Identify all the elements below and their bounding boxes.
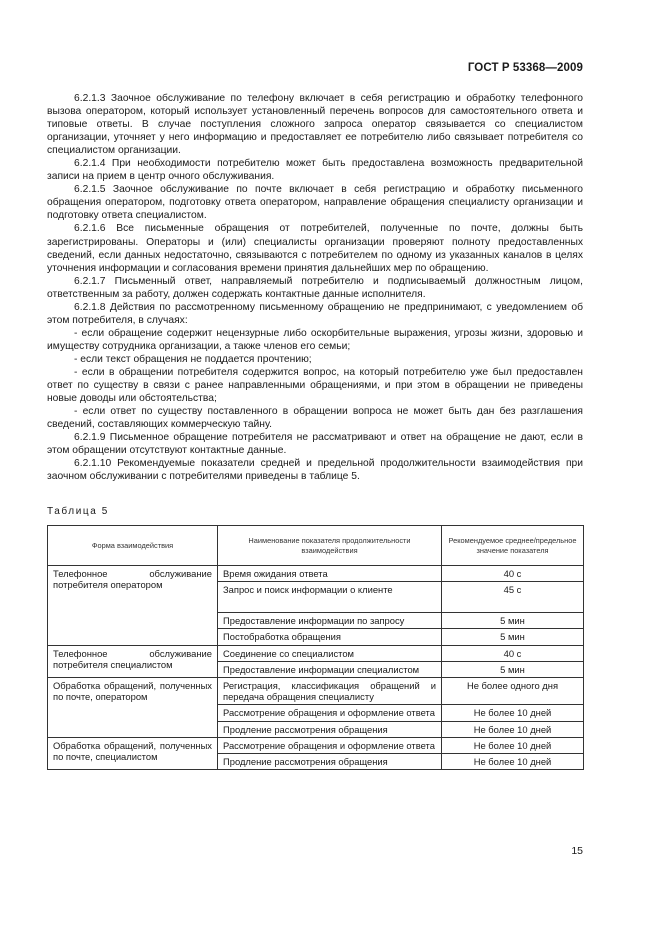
body-text bbox=[47, 92, 583, 483]
table-row bbox=[48, 678, 584, 705]
paragraph: 6.2.1.6 Все письменные обращения от потребителей, полученные по почте, должны быть зарегистрированы. Операторы и (или) специалисты организации проверяют полноту предоставленных сведений, если данных недостаточно, связываются с потребителем по одному из указанных каналов в целях уточнения информации и согласования времени принятия дальнейших мер по обращению. bbox=[47, 223, 583, 274]
header-form: Форма взаимодействия bbox=[48, 526, 218, 566]
page-number: 15 bbox=[571, 845, 583, 857]
indicator-cell: Продление рассмотрения обращения bbox=[218, 721, 442, 737]
paragraph: 6.2.1.5 Заочное обслуживание по почте включает в себя регистрацию и обработку письменного обращения оператором, подготовку ответа оператором, направление обращения специалисту организации и подготовку ответа специалистом. bbox=[47, 184, 583, 222]
value-cell: 5 мин bbox=[442, 629, 584, 645]
value-cell: 5 мин bbox=[442, 661, 584, 677]
value-cell: 5 мин bbox=[442, 613, 584, 629]
list-item: - если обращение содержит нецензурные либо оскорбительные выражения, угрозы жизни, здоровью и имуществу сотрудника организации, а также членов его семьи; bbox=[47, 327, 583, 352]
table-row bbox=[48, 566, 584, 582]
value-cell: Не более 10 дней bbox=[442, 721, 584, 737]
table-5 bbox=[47, 525, 584, 770]
list-item: - если текст обращения не поддается прочтению; bbox=[74, 353, 312, 365]
form-cell: Обработка обращений, полученных по почте, специалистом bbox=[48, 737, 218, 769]
indicator-cell: Рассмотрение обращения и оформление ответа bbox=[218, 737, 442, 753]
indicator-cell: Рассмотрение обращения и оформление ответа bbox=[218, 705, 442, 721]
form-cell: Телефонное обслуживание потребителя оператором bbox=[48, 566, 218, 646]
form-cell: Обработка обращений, полученных по почте, оператором bbox=[48, 678, 218, 738]
paragraph: 6.2.1.7 Письменный ответ, направляемый потребителю и подписываемый должностным лицом, ответственным за работу, должен содержать контактные данные исполнителя. bbox=[47, 275, 583, 300]
form-cell: Телефонное обслуживание потребителя специалистом bbox=[48, 645, 218, 677]
list-item: - если в обращении потребителя содержится вопрос, на который потребителю уже был предоставлен ответ по существу в связи с ранее направленными обращениями, и при этом в обращении не приведены новые доводы или обстоятельства; bbox=[47, 366, 583, 405]
indicator-cell: Регистрация, классификация обращений и передача обращения специалисту bbox=[218, 678, 442, 705]
paragraph: 6.2.1.9 Письменное обращение потребителя не рассматривают и ответ на обращение не дают, если в этом обращении отсутствуют контактные данные. bbox=[47, 432, 583, 457]
table-row bbox=[48, 645, 584, 661]
table-row bbox=[48, 737, 584, 753]
indicator-cell: Предоставление информации специалистом bbox=[218, 661, 442, 677]
paragraph: 6.2.1.4 При необходимости потребителю может быть предоставлена возможность предварительной записи на прием в центр очного обслуживания. bbox=[47, 158, 583, 183]
document-code: ГОСТ Р 53368—2009 bbox=[467, 62, 583, 74]
table-header-row bbox=[48, 526, 584, 566]
value-cell: 40 с bbox=[442, 645, 584, 661]
indicator-cell: Предоставление информации по запросу bbox=[218, 613, 442, 629]
indicator-cell: Постобработка обращения bbox=[218, 629, 442, 645]
paragraph: 6.2.1.8 Действия по рассмотренному письменному обращению не предпринимают, с уведомлением об этом потребителя, в случаях: bbox=[47, 301, 583, 326]
value-cell: 40 с bbox=[442, 566, 584, 582]
paragraph: 6.2.1.3 Заочное обслуживание по телефону включает в себя регистрацию и обработку телефонного вызова оператором, который использует установленный перечень вопросов для самостоятельного ответа и типовые ответы. В случае поступления сложного запроса оператор связывается со специалистом организации, уточняет у него информацию и предоставляет ее потребителю либо связывает потребителя со специалистом организации. bbox=[47, 93, 583, 157]
list-item: - если ответ по существу поставленного в обращении вопроса не может быть дан без разглашения сведений, составляющих коммерческую тайну. bbox=[47, 406, 583, 431]
indicator-cell: Запрос и поиск информации о клиенте bbox=[218, 582, 442, 613]
table-caption: Таблица 5 bbox=[47, 506, 109, 517]
indicator-cell: Время ожидания ответа bbox=[218, 566, 442, 582]
value-cell: 45 с bbox=[442, 582, 584, 613]
value-cell: Не более 10 дней bbox=[442, 705, 584, 721]
value-cell: Не более 10 дней bbox=[442, 737, 584, 753]
header-value: Рекомендуемое среднее/предельное значение показателя bbox=[442, 526, 584, 566]
header-indicator: Наименование показателя продолжительности взаимодействия bbox=[218, 526, 442, 566]
value-cell: Не более одного дня bbox=[442, 678, 584, 705]
value-cell: Не более 10 дней bbox=[442, 754, 584, 770]
indicator-cell: Продление рассмотрения обращения bbox=[218, 754, 442, 770]
indicator-cell: Соединение со специалистом bbox=[218, 645, 442, 661]
paragraph: 6.2.1.10 Рекомендуемые показатели средней и предельной продолжительности взаимодействия при заочном обслуживании с потребителями приведены в таблице 5. bbox=[47, 458, 583, 483]
